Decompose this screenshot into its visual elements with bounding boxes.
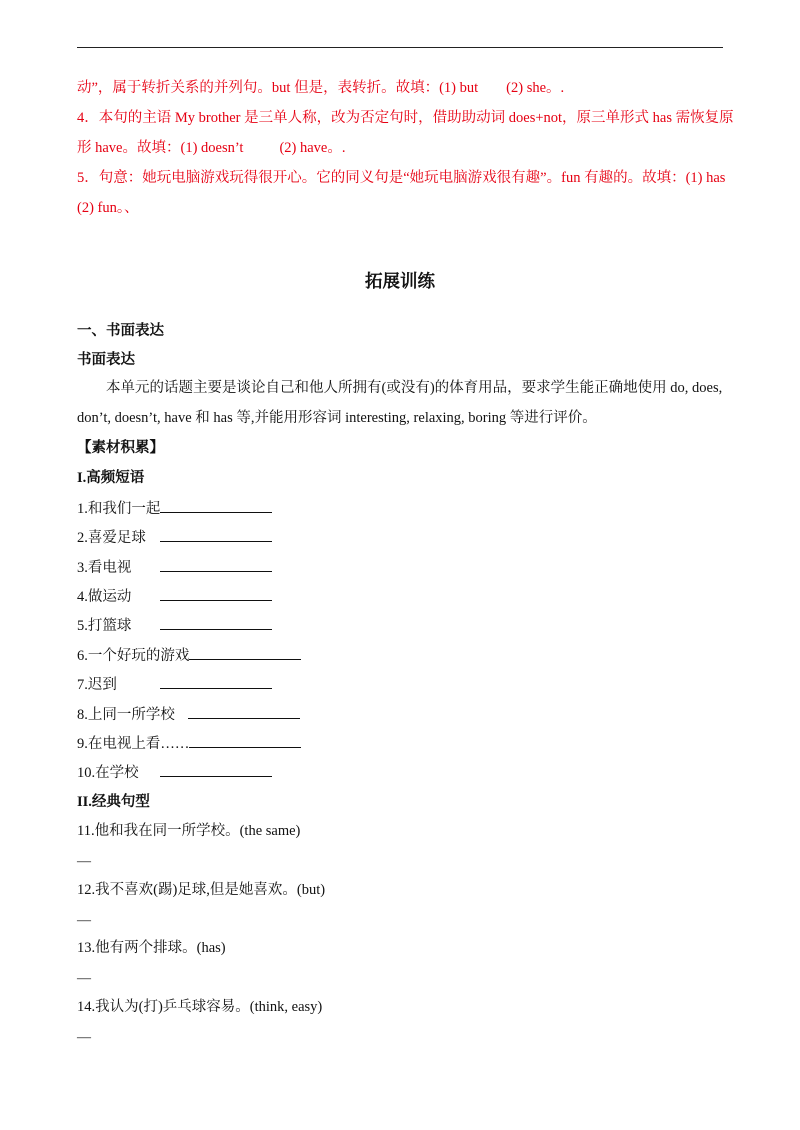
phrase-item: 6.一个好玩的游戏 [77, 645, 301, 666]
intro-line-1: 本单元的话题主要是谈论自己和他人所拥有(或没有)的体育用品，要求学生能正确地使用 do, does, [106, 380, 723, 396]
answer-blank[interactable] [160, 586, 272, 601]
phrase-item: 5.打篮球 [77, 615, 272, 636]
phrase-item: 1.和我们一起 [77, 498, 272, 519]
answer-blank[interactable] [188, 704, 300, 719]
answer-blank[interactable] [160, 557, 272, 572]
section-title: 拓展训练 [365, 271, 435, 291]
phrase-item: 2.喜爱足球 [77, 527, 272, 548]
answer-blank[interactable] [189, 645, 301, 660]
part1-subheading: 书面表达 [77, 352, 135, 368]
sentence-item: 12.我不喜欢(踢)足球,但是她喜欢。(but) [77, 882, 326, 898]
phrase-item: 9.在电视上看…… [77, 733, 301, 754]
sentence-item: 11.他和我在同一所学校。(the same) [77, 823, 301, 839]
intro-line-2: don’t, doesn’t, have 和 has 等,并能用形容词 interesting, relaxing, boring 等进行评价。 [77, 410, 597, 426]
phrases-heading: I.高频短语 [77, 470, 145, 486]
answer-blank[interactable] [160, 498, 272, 513]
part1-heading: 一、书面表达 [77, 323, 164, 339]
header-rule [77, 47, 723, 48]
answer-line-1: 动”，属于转折关系的并列句。but 但是，表转折。故填：(1) but (2) she。. [77, 80, 565, 96]
answer-blank[interactable] [189, 733, 301, 748]
answer-line-4: 5．句意：她玩电脑游戏玩得很开心。它的同义句是“她玩电脑游戏很有趣”。fun 有趣的。故填：(1) has [77, 170, 726, 186]
sentence-item: 14.我认为(打)乒乓球容易。(think, easy) [77, 999, 323, 1015]
sentence-item: 13.他有两个排球。(has) [77, 940, 226, 956]
material-heading: 【素材积累】 [77, 440, 164, 456]
answer-dash[interactable]: — [77, 913, 91, 928]
phrase-item: 7.迟到 [77, 674, 272, 695]
phrase-item: 10.在学校 [77, 762, 272, 783]
answer-dash[interactable]: — [77, 854, 91, 869]
answer-line-5: (2) fun。、 [77, 200, 139, 216]
phrase-item: 3.看电视 [77, 557, 272, 578]
phrase-item: 8.上同一所学校 [77, 704, 300, 725]
phrase-item: 4.做运动 [77, 586, 272, 607]
answer-blank[interactable] [160, 762, 272, 777]
answer-line-2: 4．本句的主语 My brother 是三单人称，改为否定句时，借助助动词 does+not，原三单形式 has 需恢复原 [77, 110, 734, 126]
answer-blank[interactable] [160, 615, 272, 630]
answer-dash[interactable]: — [77, 971, 91, 986]
answer-dash[interactable]: — [77, 1030, 91, 1045]
answer-line-3: 形 have。故填：(1) doesn’t (2) have。. [77, 140, 346, 156]
answer-blank[interactable] [160, 674, 272, 689]
sentences-heading: II.经典句型 [77, 794, 150, 810]
answer-blank[interactable] [160, 527, 272, 542]
